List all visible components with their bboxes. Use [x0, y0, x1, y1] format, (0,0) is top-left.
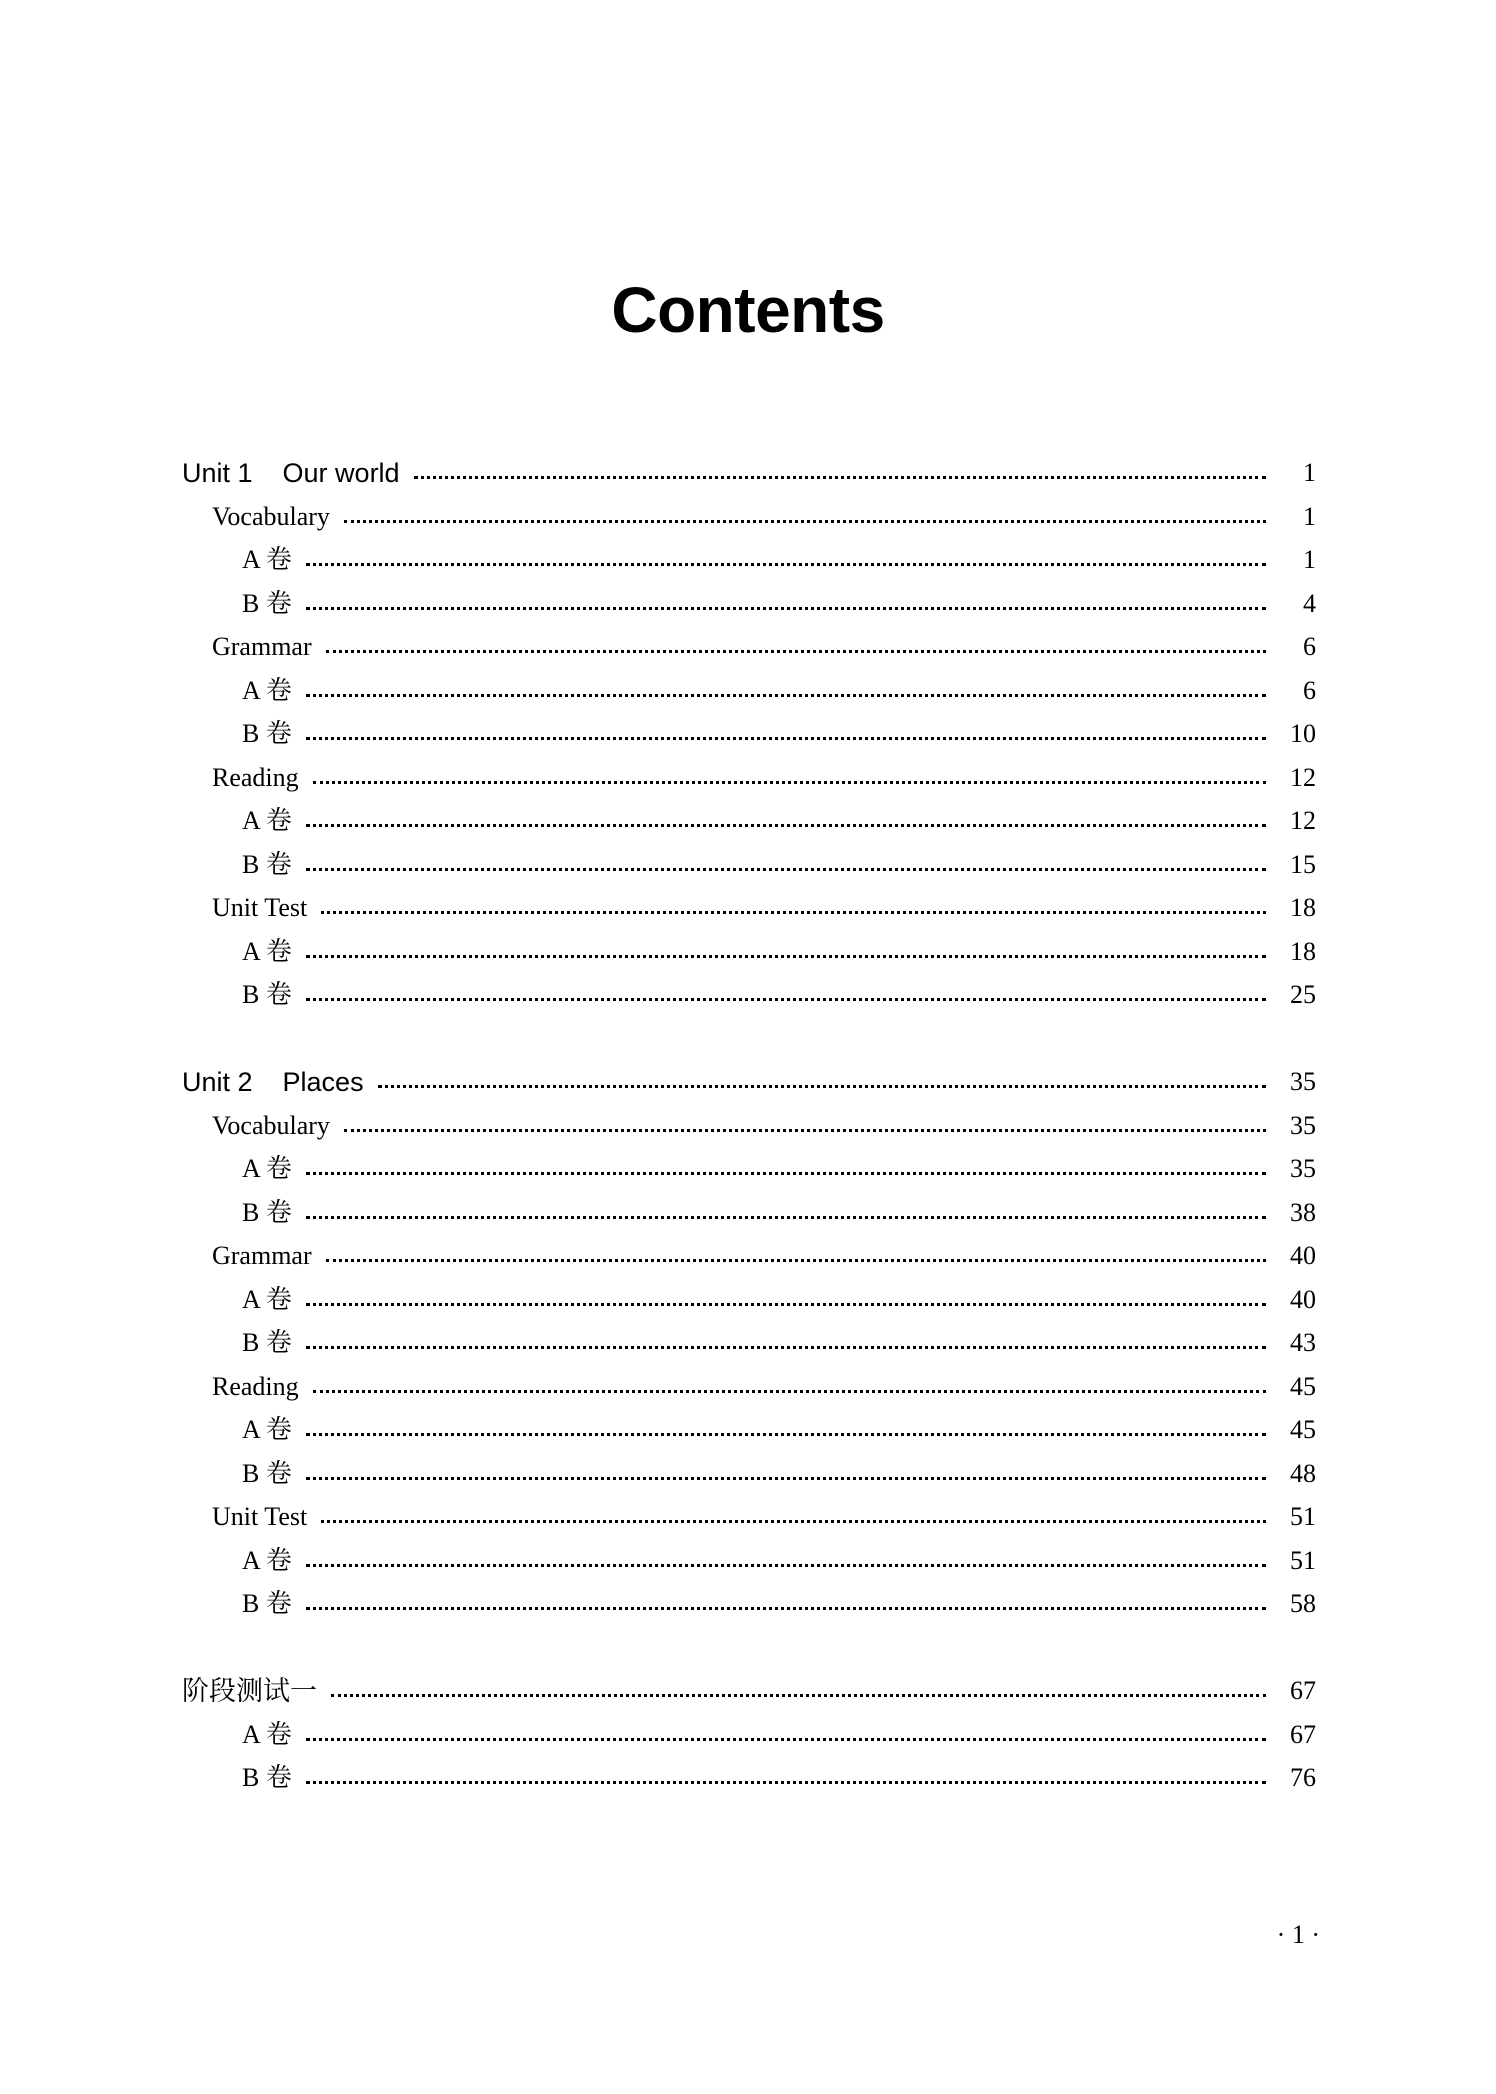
toc-entry[interactable] [212, 761, 1316, 795]
toc-entry-page: 45 [1290, 1372, 1316, 1401]
toc-entry-page: 1 [1303, 458, 1316, 487]
toc-entry-label: B 卷 [242, 980, 292, 1009]
dot-leader [326, 650, 1266, 653]
toc-entry-label: A 卷 [242, 1415, 292, 1444]
dot-leader [313, 1390, 1266, 1393]
dot-leader [306, 955, 1266, 958]
toc-entry[interactable] [212, 1500, 1316, 1534]
toc-entry[interactable] [182, 456, 1316, 490]
dot-leader [306, 1781, 1266, 1784]
toc-entry[interactable] [242, 1544, 1316, 1578]
dot-leader [306, 1607, 1266, 1610]
dot-leader [306, 824, 1266, 827]
dot-leader [306, 1433, 1266, 1436]
page-title: Contents [611, 274, 885, 346]
dot-leader [306, 563, 1266, 566]
toc-entry-label: A 卷 [242, 676, 292, 705]
toc-entry-page: 6 [1303, 632, 1316, 661]
dot-leader [306, 737, 1266, 740]
toc-entry-label: Grammar [212, 632, 312, 661]
dot-leader [306, 1477, 1266, 1480]
toc-entry-label: Unit 2 Places [182, 1067, 364, 1097]
toc-entry[interactable] [242, 804, 1316, 838]
toc-entry[interactable] [242, 1283, 1316, 1317]
toc-entry[interactable] [242, 1457, 1316, 1491]
toc-entry[interactable] [242, 1413, 1316, 1447]
toc-entry-label: A 卷 [242, 1154, 292, 1183]
toc-entry-page: 58 [1290, 1589, 1316, 1618]
toc-entry-page: 1 [1303, 545, 1316, 574]
page-number: · 1 · [1276, 1920, 1320, 1949]
toc-entry-label: A 卷 [242, 545, 292, 574]
toc-entry-page: 40 [1290, 1241, 1316, 1270]
toc-entry[interactable] [242, 978, 1316, 1012]
toc-entry-page: 35 [1290, 1111, 1316, 1140]
toc-entry-page: 51 [1290, 1546, 1316, 1575]
toc-entry-label: A 卷 [242, 937, 292, 966]
toc-entry[interactable] [212, 891, 1316, 925]
toc-entry[interactable] [212, 1239, 1316, 1273]
dot-leader [306, 1738, 1266, 1741]
toc-entry-page: 38 [1290, 1198, 1316, 1227]
toc-entry-page: 18 [1290, 893, 1316, 922]
toc-entry[interactable] [182, 1674, 1316, 1708]
toc-entry[interactable] [242, 587, 1316, 621]
toc-entry[interactable] [242, 848, 1316, 882]
toc-entry-label: B 卷 [242, 1198, 292, 1227]
toc-entry-label: Unit Test [212, 1502, 308, 1531]
toc-entry-page: 48 [1290, 1459, 1316, 1488]
dot-leader [331, 1694, 1266, 1697]
dot-leader [306, 1216, 1266, 1219]
dot-leader [306, 1564, 1266, 1567]
toc-entry[interactable] [182, 1065, 1316, 1099]
toc-entry-page: 25 [1290, 980, 1316, 1009]
dot-leader [414, 476, 1266, 479]
toc-entry-page: 43 [1290, 1328, 1316, 1357]
toc-entry[interactable] [212, 1109, 1316, 1143]
toc-entry-page: 35 [1290, 1067, 1316, 1096]
toc-entry[interactable] [212, 1370, 1316, 1404]
toc-entry-page: 35 [1290, 1154, 1316, 1183]
toc-entry-page: 12 [1290, 806, 1316, 835]
dot-leader [306, 607, 1266, 610]
toc-entry[interactable] [242, 1152, 1316, 1186]
toc-entry[interactable] [212, 630, 1316, 664]
dot-leader [306, 1172, 1266, 1175]
toc-entry-page: 76 [1290, 1763, 1316, 1792]
toc-entry-label: Reading [212, 1372, 299, 1401]
toc-entry-label: Unit Test [212, 893, 308, 922]
dot-leader [306, 868, 1266, 871]
dot-leader [378, 1085, 1266, 1088]
toc-entry-label: Unit 1 Our world [182, 458, 400, 488]
toc-entry-page: 15 [1290, 850, 1316, 879]
toc-entry-page: 4 [1303, 589, 1316, 618]
toc-entry-label: B 卷 [242, 719, 292, 748]
toc-entry-label: B 卷 [242, 850, 292, 879]
toc-entry-label: B 卷 [242, 1459, 292, 1488]
dot-leader [344, 1129, 1266, 1132]
dot-leader [321, 911, 1266, 914]
toc-entry-label: B 卷 [242, 1763, 292, 1792]
toc-entry-page: 12 [1290, 763, 1316, 792]
toc-entry-label: Vocabulary [212, 1111, 330, 1140]
toc-entry-page: 40 [1290, 1285, 1316, 1314]
toc-entry-page: 6 [1303, 676, 1316, 705]
toc-entry-label: B 卷 [242, 1589, 292, 1618]
toc-entry-label: A 卷 [242, 806, 292, 835]
dot-leader [344, 520, 1266, 523]
toc-entry-page: 67 [1290, 1720, 1316, 1749]
dot-leader [321, 1520, 1266, 1523]
dot-leader [313, 781, 1266, 784]
dot-leader [326, 1259, 1266, 1262]
dot-leader [306, 1346, 1266, 1349]
toc-entry-page: 51 [1290, 1502, 1316, 1531]
dot-leader [306, 998, 1266, 1001]
toc-entry-label: B 卷 [242, 1328, 292, 1357]
toc-entry[interactable] [242, 543, 1316, 577]
toc-entry[interactable] [242, 1761, 1316, 1795]
toc-entry-label: Vocabulary [212, 502, 330, 531]
toc-entry-page: 18 [1290, 937, 1316, 966]
toc-entry-label: A 卷 [242, 1720, 292, 1749]
dot-leader [306, 1303, 1266, 1306]
toc-entry[interactable] [242, 674, 1316, 708]
toc-entry-label: 阶段测试一 [182, 1676, 317, 1706]
toc-entry-label: Grammar [212, 1241, 312, 1270]
toc-entry[interactable] [242, 1718, 1316, 1752]
toc-entry[interactable] [212, 500, 1316, 534]
toc-entry-page: 1 [1303, 502, 1316, 531]
toc-entry[interactable] [242, 717, 1316, 751]
toc-entry-page: 67 [1290, 1676, 1316, 1705]
toc-entry-page: 45 [1290, 1415, 1316, 1444]
toc-entry[interactable] [242, 1326, 1316, 1360]
toc-entry-label: A 卷 [242, 1546, 292, 1575]
toc-entry[interactable] [242, 1587, 1316, 1621]
toc-entry[interactable] [242, 935, 1316, 969]
toc-entry[interactable] [242, 1196, 1316, 1230]
dot-leader [306, 694, 1266, 697]
toc-entry-label: B 卷 [242, 589, 292, 618]
toc-entry-label: A 卷 [242, 1285, 292, 1314]
toc-entry-label: Reading [212, 763, 299, 792]
toc-entry-page: 10 [1290, 719, 1316, 748]
